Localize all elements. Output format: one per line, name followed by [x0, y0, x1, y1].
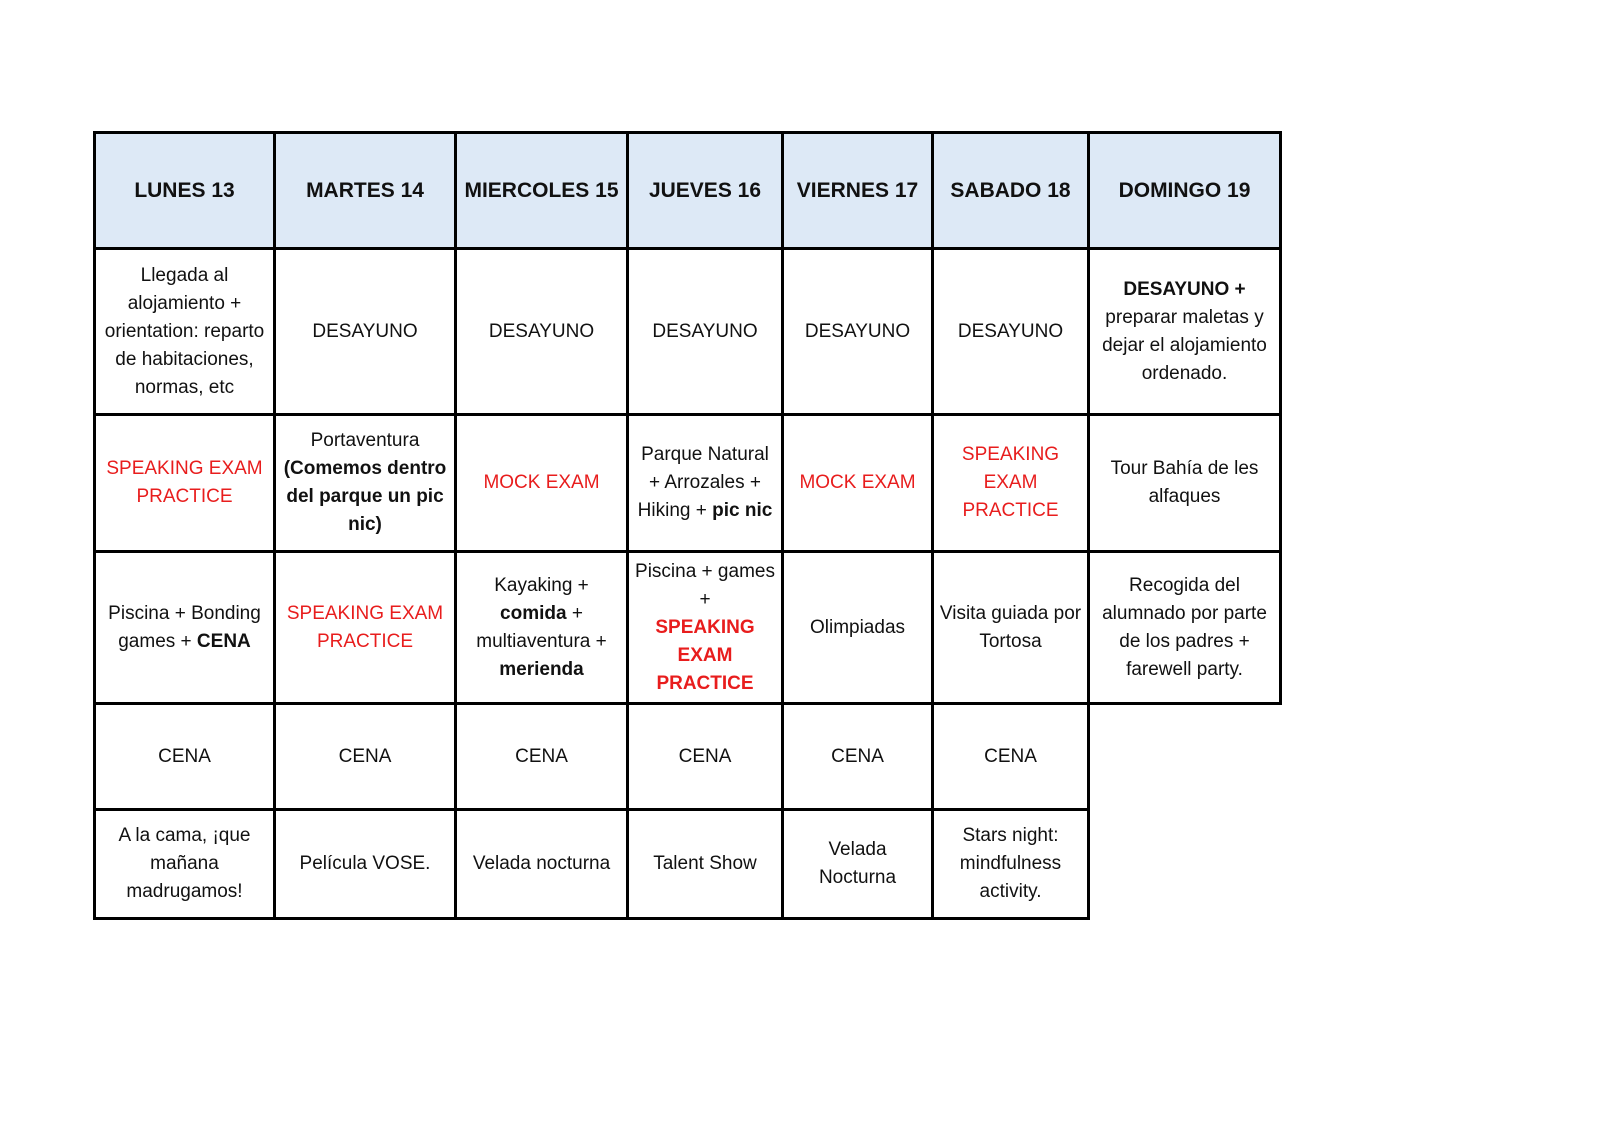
wednesday-kayaking-text: Kayaking + — [494, 574, 589, 596]
monday-pool-text: Piscina + Bonding games + — [108, 602, 261, 652]
cell-thursday-breakfast: DESAYUNO — [628, 249, 783, 415]
cell-sunday-breakfast — [1089, 249, 1281, 415]
day-header-saturday: SABADO 18 — [933, 133, 1089, 249]
schedule-row-morning — [95, 249, 1281, 415]
cell-sunday-empty — [1089, 704, 1281, 919]
tuesday-picnic-note: (Comemos dentro del parque un pic nic) — [283, 458, 447, 535]
schedule-row-afternoon — [95, 552, 1281, 704]
cell-tuesday-breakfast: DESAYUNO — [275, 249, 456, 415]
cell-saturday-speaking-practice: SPEAKING EXAM PRACTICE — [933, 415, 1089, 552]
cell-wednesday-dinner: CENA — [456, 704, 628, 810]
day-header-monday: LUNES 13 — [95, 133, 275, 249]
schedule-row-dinner — [95, 704, 1281, 810]
cell-saturday-breakfast: DESAYUNO — [933, 249, 1089, 415]
day-header-thursday: JUEVES 16 — [628, 133, 783, 249]
monday-dinner-label: CENA — [196, 630, 251, 652]
cell-monday-night: A la cama, ¡que mañana madrugamos! — [95, 810, 275, 919]
cell-friday-night: Velada Nocturna — [783, 810, 933, 919]
wednesday-multiadventure-text: + multiaventura + — [476, 602, 607, 652]
cell-saturday-night: Stars night: mindfulness activity. — [933, 810, 1089, 919]
cell-monday-dinner: CENA — [95, 704, 275, 810]
cell-tuesday-speaking-practice: SPEAKING EXAM PRACTICE — [275, 552, 456, 704]
day-header-tuesday: MARTES 14 — [275, 133, 456, 249]
cell-thursday-dinner: CENA — [628, 704, 783, 810]
cell-sunday-pickup: Recogida del alumnado por parte de los padres + farewell party. — [1089, 552, 1281, 704]
cell-thursday-pool — [628, 552, 783, 704]
cell-monday-arrival: Llegada al alojamiento + orientation: reparto de habitaciones, normas, etc — [95, 249, 275, 415]
sunday-checkout-text: preparar maletas y dejar el alojamiento ordenado. — [1102, 306, 1267, 384]
cell-friday-mock-exam: MOCK EXAM — [783, 415, 933, 552]
wednesday-snack-label: merienda — [499, 658, 584, 680]
cell-tuesday-dinner: CENA — [275, 704, 456, 810]
wednesday-lunch-label: comida — [500, 602, 567, 624]
schedule-row-midmorning — [95, 415, 1281, 552]
thursday-park-text: Parque Natural + Arrozales + Hiking + — [637, 444, 769, 521]
cell-saturday-dinner: CENA — [933, 704, 1089, 810]
cell-monday-speaking-practice: SPEAKING EXAM PRACTICE — [95, 415, 275, 552]
cell-friday-breakfast: DESAYUNO — [783, 249, 933, 415]
weekly-schedule-table — [93, 131, 1282, 920]
cell-wednesday-mock-exam: MOCK EXAM — [456, 415, 628, 552]
thursday-pool-text: Piscina + games + — [635, 560, 775, 610]
cell-wednesday-night: Velada nocturna — [456, 810, 628, 919]
tuesday-portaventura-label: Portaventura — [310, 430, 420, 451]
cell-sunday-bay-tour: Tour Bahía de les alfaques — [1089, 415, 1281, 552]
cell-friday-dinner: CENA — [783, 704, 933, 810]
day-header-sunday: DOMINGO 19 — [1089, 133, 1281, 249]
day-header-friday: VIERNES 17 — [783, 133, 933, 249]
header-row — [95, 133, 1281, 249]
thursday-speaking-practice: SPEAKING EXAM PRACTICE — [655, 616, 755, 694]
sunday-breakfast-label: DESAYUNO + — [1123, 278, 1246, 300]
cell-wednesday-breakfast: DESAYUNO — [456, 249, 628, 415]
cell-thursday-natural-park — [628, 415, 783, 552]
cell-monday-pool — [95, 552, 275, 704]
cell-thursday-night: Talent Show — [628, 810, 783, 919]
cell-tuesday-portaventura — [275, 415, 456, 552]
thursday-picnic-label: pic nic — [712, 500, 773, 521]
cell-saturday-tortosa-visit: Visita guiada por Tortosa — [933, 552, 1089, 704]
cell-wednesday-kayaking — [456, 552, 628, 704]
day-header-wednesday: MIERCOLES 15 — [456, 133, 628, 249]
cell-friday-olympics: Olimpiadas — [783, 552, 933, 704]
cell-tuesday-night: Película VOSE. — [275, 810, 456, 919]
